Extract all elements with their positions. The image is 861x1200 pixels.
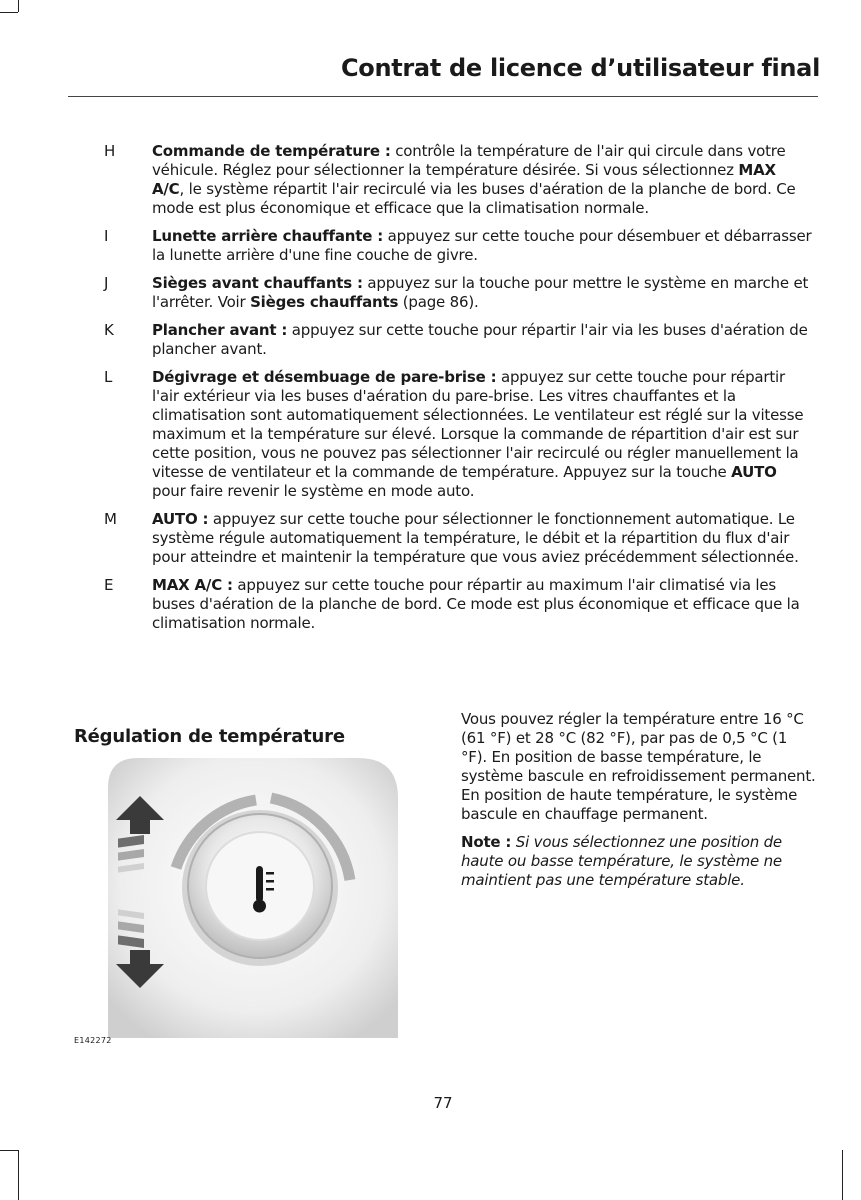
definition-body <box>152 227 812 265</box>
figure-code: E142272 <box>74 1036 112 1045</box>
definition-reference: AUTO <box>731 463 777 481</box>
definition-text-end: , le système répartit l'air recirculé via les buses d'aération de la planche de bord. Ce mode est plus économique et efficace que la climatisation normale. <box>152 180 796 217</box>
temperature-description <box>461 710 817 899</box>
definition-body <box>152 576 812 633</box>
definition-body <box>152 142 812 218</box>
temperature-dial-svg <box>108 758 398 1038</box>
definition-item <box>0 368 861 501</box>
definition-letter: K <box>104 321 114 339</box>
definition-term: Lunette arrière chauffante : <box>152 227 384 245</box>
definition-text: appuyez sur cette touche pour répartir au maximum l'air climatisé via les buses d'aération de la planche de bord. Ce mode est plus économique et efficace que la climatisation normale. <box>152 576 800 632</box>
definition-list <box>0 142 861 642</box>
definition-body <box>152 368 812 501</box>
definition-item <box>0 227 861 265</box>
heated-seats-link[interactable]: Sièges chauffants <box>250 293 399 311</box>
definition-letter: E <box>104 576 114 594</box>
definition-term: Dégivrage et désembuage de pare-brise : <box>152 368 497 386</box>
crop-mark <box>842 1150 843 1200</box>
definition-text: appuyez sur cette touche pour répartir l'air via les buses d'aération de plancher avant. <box>152 321 808 358</box>
definition-item <box>0 274 861 312</box>
definition-item <box>0 576 861 633</box>
definition-text-end: (page 86). <box>398 293 479 311</box>
section-heading: Régulation de température <box>74 726 345 747</box>
definition-body <box>152 321 812 359</box>
page-title: Contrat de licence d’utilisateur final <box>340 54 820 82</box>
definition-item <box>0 510 861 567</box>
definition-text-end: pour faire revenir le système en mode auto. <box>152 482 475 500</box>
definition-text: appuyez sur cette touche pour répartir l'air extérieur via les buses d'aération du pare-brise. Les vitres chauffantes et la climatisation sont automatiquement sélectionnées. Le ventilateur est réglé sur la vitesse maximum et la température sur élevé. Lorsque la commande de répartition d'air est sur cette position, vous ne pouvez pas sélectionner l'air recirculé ou régler manuellement la vitesse de ventilateur et la commande de température. Appuyez sur la touche <box>152 368 804 481</box>
crop-mark <box>18 0 19 12</box>
page-number: 77 <box>433 1094 453 1112</box>
definition-text: contrôle la température de l'air qui circule dans votre véhicule. Réglez pour sélectionner la température désirée. Si vous sélectionnez <box>152 142 786 179</box>
definition-body <box>152 510 812 567</box>
note-text: Si vous sélectionnez une position de haute ou basse température, le système ne maintient pas une température stable. <box>461 833 782 889</box>
definition-item <box>0 142 861 218</box>
header-divider <box>68 96 818 97</box>
definition-letter: L <box>104 368 113 386</box>
definition-letter: M <box>104 510 117 528</box>
note <box>461 833 817 890</box>
crop-mark <box>0 12 18 13</box>
temperature-paragraph: Vous pouvez régler la température entre 16 °C (61 °F) et 28 °C (82 °F), par pas de 0,5 °C (1 °F). En position de basse température, le système bascule en refroidissement permanent. En position de haute température, le système bascule en chauffage permanent. <box>461 710 816 823</box>
definition-reference: MAX A/C <box>152 161 776 198</box>
definition-term: MAX A/C : <box>152 576 233 594</box>
definition-text: appuyez sur cette touche pour sélectionner le fonctionnement automatique. Le système régule automatiquement la température, le débit et la répartition du flux d'air pour atteindre et maintenir la température que vous aviez précédemment sélectionnée. <box>152 510 799 566</box>
definition-body <box>152 274 812 312</box>
definition-letter: H <box>104 142 116 160</box>
definition-item <box>0 321 861 359</box>
crop-mark <box>18 1150 19 1200</box>
definition-term: Sièges avant chauffants : <box>152 274 363 292</box>
definition-term: Commande de température : <box>152 142 391 160</box>
definition-text: appuyez sur la touche pour mettre le système en marche et l'arrêter. Voir <box>152 274 809 311</box>
definition-letter: J <box>104 274 109 292</box>
definition-term: Plancher avant : <box>152 321 288 339</box>
temperature-control-illustration <box>108 758 398 1038</box>
definition-letter: I <box>104 227 109 245</box>
crop-mark <box>0 1150 18 1151</box>
definition-text: appuyez sur cette touche pour désembuer et débarrasser la lunette arrière d'une fine couche de givre. <box>152 227 812 264</box>
definition-term: AUTO : <box>152 510 209 528</box>
note-label: Note : <box>461 833 512 851</box>
